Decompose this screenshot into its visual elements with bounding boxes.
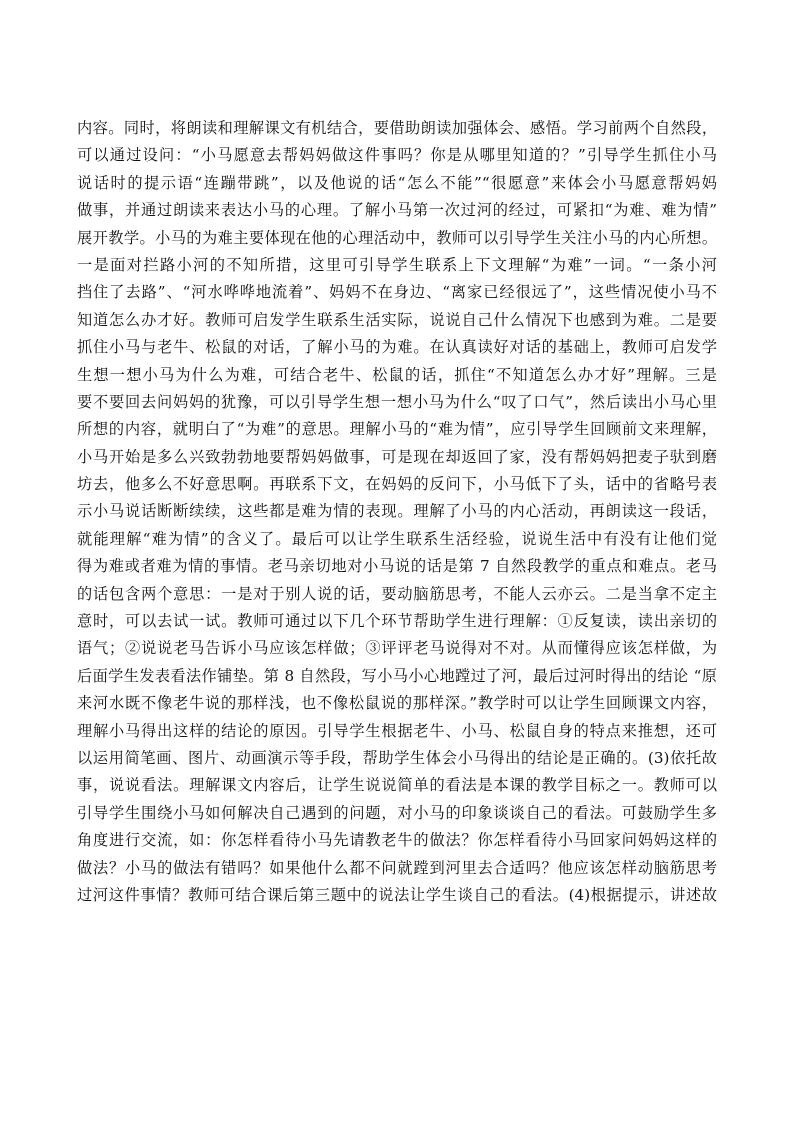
text-line: 理解小马得出这样的结论的原因。引导学生根据老牛、小马、松鼠自身的特点来推想，还可 <box>77 721 717 740</box>
text-line: 以运用简笔画、图片、动画演示等手段，帮助学生体会小马得出的结论是正确的。(3)依托故 <box>77 748 717 767</box>
text-line: 语气；②说说老马告诉小马应该怎样做；③评评老马说得对不对。从而懂得应该怎样做，为 <box>77 639 717 658</box>
text-line: 所想的内容，就明白了“为难”的意思。理解小马的“难为情”，应引导学生回顾前文来理解， <box>77 420 717 439</box>
text-line: 要不要回去问妈妈的犹豫，可以引导学生想一想小马为什么“叹了口气”，然后读出小马心里 <box>77 392 717 411</box>
text-line: 的话包含两个意思：一是对于别人说的话，要动脑筋思考，不能人云亦云。二是当拿不定主 <box>77 584 717 603</box>
text-line: 知道怎么办才好。教师可启发学生联系生活实际，说说自己什么情况下也感到为难。二是要 <box>77 310 717 329</box>
text-line: 做法？小马的做法有错吗？如果他什么都不问就蹚到河里去合适吗？他应该怎样动脑筋思考 <box>77 858 717 877</box>
text-line: 事，说说看法。理解课文内容后，让学生说说简单的看法是本课的教学目标之一。教师可以 <box>77 776 717 795</box>
text-line: 内容。同时，将朗读和理解课文有机结合，要借助朗读加强体会、感悟。学习前两个自然段， <box>77 119 717 137</box>
text-line: 得为难或者难为情的事情。老马亲切地对小马说的话是第 7 自然段教学的重点和难点。老马 <box>77 557 717 576</box>
text-line: 生想一想小马为什么为难，可结合老牛、松鼠的话，抓住“不知道怎么办才好”理解。三是 <box>77 365 717 384</box>
text-line: 展开教学。小马的为难主要体现在他的心理活动中，教师可以引导学生关注小马的内心所想。 <box>77 228 717 247</box>
text-line: 意时，可以去试一试。教师可通过以下几个环节帮助学生进行理解：①反复读，读出亲切的 <box>77 612 717 631</box>
body-text <box>77 115 717 909</box>
text-line: 抓住小马与老牛、松鼠的对话，了解小马的为难。在认真读好对话的基础上，教师可启发学 <box>77 338 717 357</box>
text-line: 角度进行交流，如：你怎样看待小马先请教老牛的做法？你怎样看待小马回家问妈妈这样的 <box>77 831 717 850</box>
text-line: 挡住了去路”、“河水哗哗地流着”、妈妈不在身边、“离家已经很远了”，这些情况使小马不 <box>77 283 717 302</box>
text-line: 一是面对拦路小河的不知所措，这里可引导学生联系上下文理解“为难”一词。“一条小河 <box>77 255 717 274</box>
text-line: 就能理解“难为情”的含义了。最后可以让学生联系生活经验，说说生活中有没有让他们觉 <box>77 529 717 548</box>
text-line: 坊去，他多么不好意思啊。再联系下文，在妈妈的反问下，小马低下了头，话中的省略号表 <box>77 475 717 494</box>
text-line: 做事，并通过朗读来表达小马的心理。了解小马第一次过河的经过，可紧扣“为难、难为情” <box>77 201 717 220</box>
text-line: 来河水既不像老牛说的那样浅，也不像松鼠说的那样深。”教学时可以让学生回顾课文内容， <box>77 694 717 713</box>
text-line: 可以通过设问：“小马愿意去帮妈妈做这件事吗？你是从哪里知道的？”引导学生抓住小马 <box>77 146 717 165</box>
text-line: 说话时的提示语“连蹦带跳”，以及他说的话“怎么不能”“很愿意”来体会小马愿意帮妈妈 <box>77 173 717 192</box>
text-line: 过河这件事情？教师可结合课后第三题中的说法让学生谈自己的看法。(4)根据提示，讲述故 <box>77 885 717 904</box>
text-line: 后面学生发表看法作铺垫。第 8 自然段，写小马小心地蹚过了河，最后过河时得出的结论 “原 <box>77 666 717 685</box>
text-line: 引导学生围绕小马如何解决自己遇到的问题，对小马的印象谈谈自己的看法。可鼓励学生多 <box>77 803 717 822</box>
text-line: 小马开始是多么兴致勃勃地要帮妈妈做事，可是现在却返回了家，没有帮妈妈把麦子驮到磨 <box>77 447 717 466</box>
text-line: 示小马说话断断续续，这些都是难为情的表现。理解了小马的内心活动，再朗读这一段话， <box>77 502 717 521</box>
